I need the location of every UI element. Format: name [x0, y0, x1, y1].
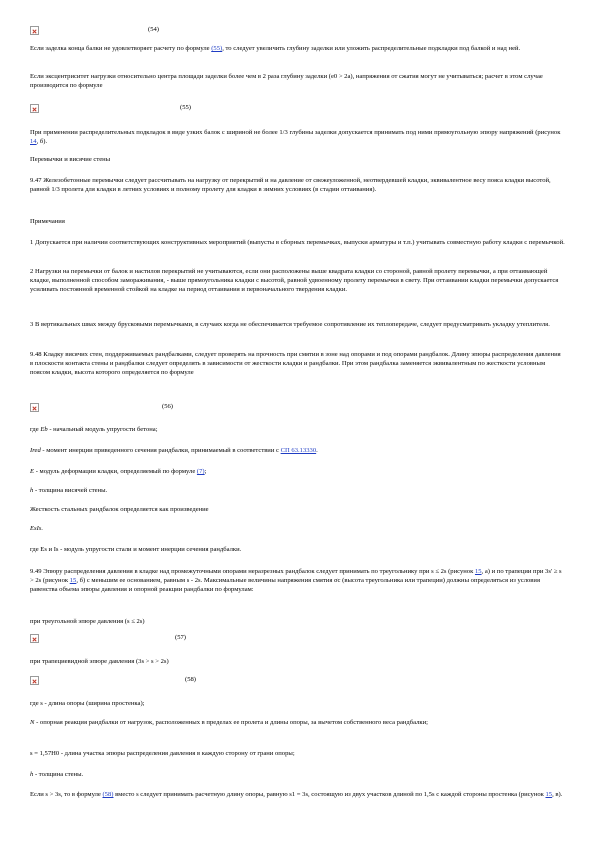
paragraph: где s - длина опоры (ширина простенка);	[30, 700, 145, 707]
broken-image-icon	[30, 403, 39, 412]
paragraph: Если s > 3s, то в формуле (58) вместо s следует принимать расчетную длину опоры, равную s1 = 3s, состоящую из двух участков длиной по 1,5s с каждой стороны простенка (рисунок 15, в).	[30, 791, 563, 798]
paragraph: Если эксцентриситет нагрузки относительно центра площади заделки более чем в 2 раза глубину заделки (e0 > 2a), напряжения от сжатия могут не учитываться; расчет в этом случае производится по формуле	[30, 73, 543, 90]
paragraph: где Eb - начальный модуль упругости бетона;	[30, 426, 158, 433]
note-3: 3 В вертикальных швах между брусковыми перемычками, в случаях когда не обеспечивается требуемое сопротивление их теплопередаче, следует предусматривать укладку утеплителя.	[30, 321, 550, 328]
formula-56	[30, 403, 565, 417]
paragraph: 9.47 Железобетонные перемычки следует рассчитывать на нагрузку от перекрытий и на давление от свежеуложенной, неотвердевшей кладки, эквивалентное весу пояса кладки высотой, равной 1/3 пролета для кладки в летних условиях и полному пролету для кладки в зимних условиях (в стадии оттаивания).	[30, 177, 551, 194]
note-1: 1 Допускается при наличии соответствующих конструктивных мероприятий (выпусты в сборных перемычках, выпуски арматуры и т.п.) учитывать совместную работу кладки с перемычкой.	[30, 239, 565, 246]
formula-58	[30, 676, 565, 690]
section-heading: Перемычки и висячие стены	[30, 156, 111, 163]
paragraph: N - опорная реакция рандбалки от нагрузок, расположенных в пределах ее пролета и длины опоры, за вычетом собственного веса рандбалки;	[30, 719, 428, 726]
formula-link[interactable]: (7)	[196, 468, 205, 475]
formula-57	[30, 634, 565, 648]
figure-link[interactable]: 14	[30, 138, 37, 146]
paragraph: При применении распределительных подкладок в виде узких балок с шириной не более 1/3 глубины заделки допускается принимать под ними прямоугольную эпюру напряжений (рисунок 14, б).	[30, 129, 561, 146]
formula-55	[30, 104, 565, 118]
paragraph: 9.48 Кладку висячих стен, поддерживаемых рандбалками, следует проверять на прочность при смятии в зоне над опорами и под опорами рандбалок. Длину эпюры распределения давления в плоскости контакта стены и рандбалки следует определять в зависимости от жесткости кладки и рандбалки. При этом рандбалка заменяется эквивалентным по жесткости условным поясом кладки, высота которого определяется по формуле	[30, 351, 561, 377]
paragraph: E - модуль деформации кладки, определяемый по формуле (7);	[30, 468, 207, 475]
broken-image-icon	[30, 104, 39, 113]
formula-54	[30, 26, 565, 40]
paragraph: при трапециевидной эпюре давления (3s > s > 2s)	[30, 658, 169, 665]
formula-number: (56)	[162, 403, 173, 410]
figure-link[interactable]: 15	[545, 791, 553, 798]
paragraph: EsIs.	[30, 525, 44, 532]
broken-image-icon	[30, 676, 39, 685]
broken-image-icon	[30, 634, 39, 643]
notes-heading: Примечания	[30, 218, 65, 225]
paragraph: где Es и Is - модуль упругости стали и момент инерции сечения рандбалки.	[30, 546, 242, 553]
paragraph: Если заделка конца балки не удовлетворяет расчету по формуле (55), то следует увеличить глубину заделки или уложить распределительные подкладки под балкой и над ней.	[30, 45, 521, 52]
paragraph: h - толщина стены.	[30, 771, 84, 778]
standard-link[interactable]: СП 63.13330	[280, 447, 317, 454]
note-2: 2 Нагрузки на перемычки от балок и настилов перекрытий не учитываются, если они расположены выше квадрата кладки со стороной, равной пролету перемычки, а при оттаивающей кладке, выполненной способом замораживания, - выше прямоугольника кладки с высотой, равной удвоенному пролету перемычки в свету. При оттаивании кладки перемычки допускается усиливать постоянной временной стойкой на кладке на период оттаивания и первоначального твердения кладки.	[30, 268, 559, 294]
broken-image-icon	[30, 26, 39, 35]
formula-number: (57)	[175, 634, 186, 641]
figure-link[interactable]: 15	[474, 568, 482, 575]
paragraph: при треугольной эпюре давления (s ≤ 2s)	[30, 618, 145, 625]
figure-link[interactable]: 15	[69, 577, 77, 585]
formula-number: (55)	[180, 104, 191, 111]
paragraph: Ired - момент инерции приведенного сечения рандбалки, принимаемый в соответствии с СП 63.13330.	[30, 447, 318, 454]
paragraph: 9.49 Эпюру распределения давления в кладке над промежуточными опорами неразрезных рандбалок следует принимать по треугольнику при s ≤ 2s (рисунок 15, а) и по трапеции при 3s' ≥ s > 2s (рисунок 15, б) с меньшим ее основанием, равным s - 2s. Максимальные величины напряжения смятия σс (высота треугольника или трапеции) должны определяться из условия равенства объема эпюры давления и опорной реакции рандбалки по формулам:	[30, 568, 562, 594]
paragraph: h - толщина висячей стены.	[30, 487, 108, 494]
formula-number: (58)	[185, 676, 196, 683]
paragraph: s = 1,57H0 - длина участка эпюры распределения давления в каждую сторону от грани опоры;	[30, 750, 295, 757]
formula-link[interactable]: (55)	[211, 45, 223, 52]
formula-link[interactable]: (58)	[102, 791, 114, 798]
formula-number: (54)	[148, 26, 159, 33]
paragraph: Жесткость стальных рандбалок определяется как произведение	[30, 506, 209, 513]
